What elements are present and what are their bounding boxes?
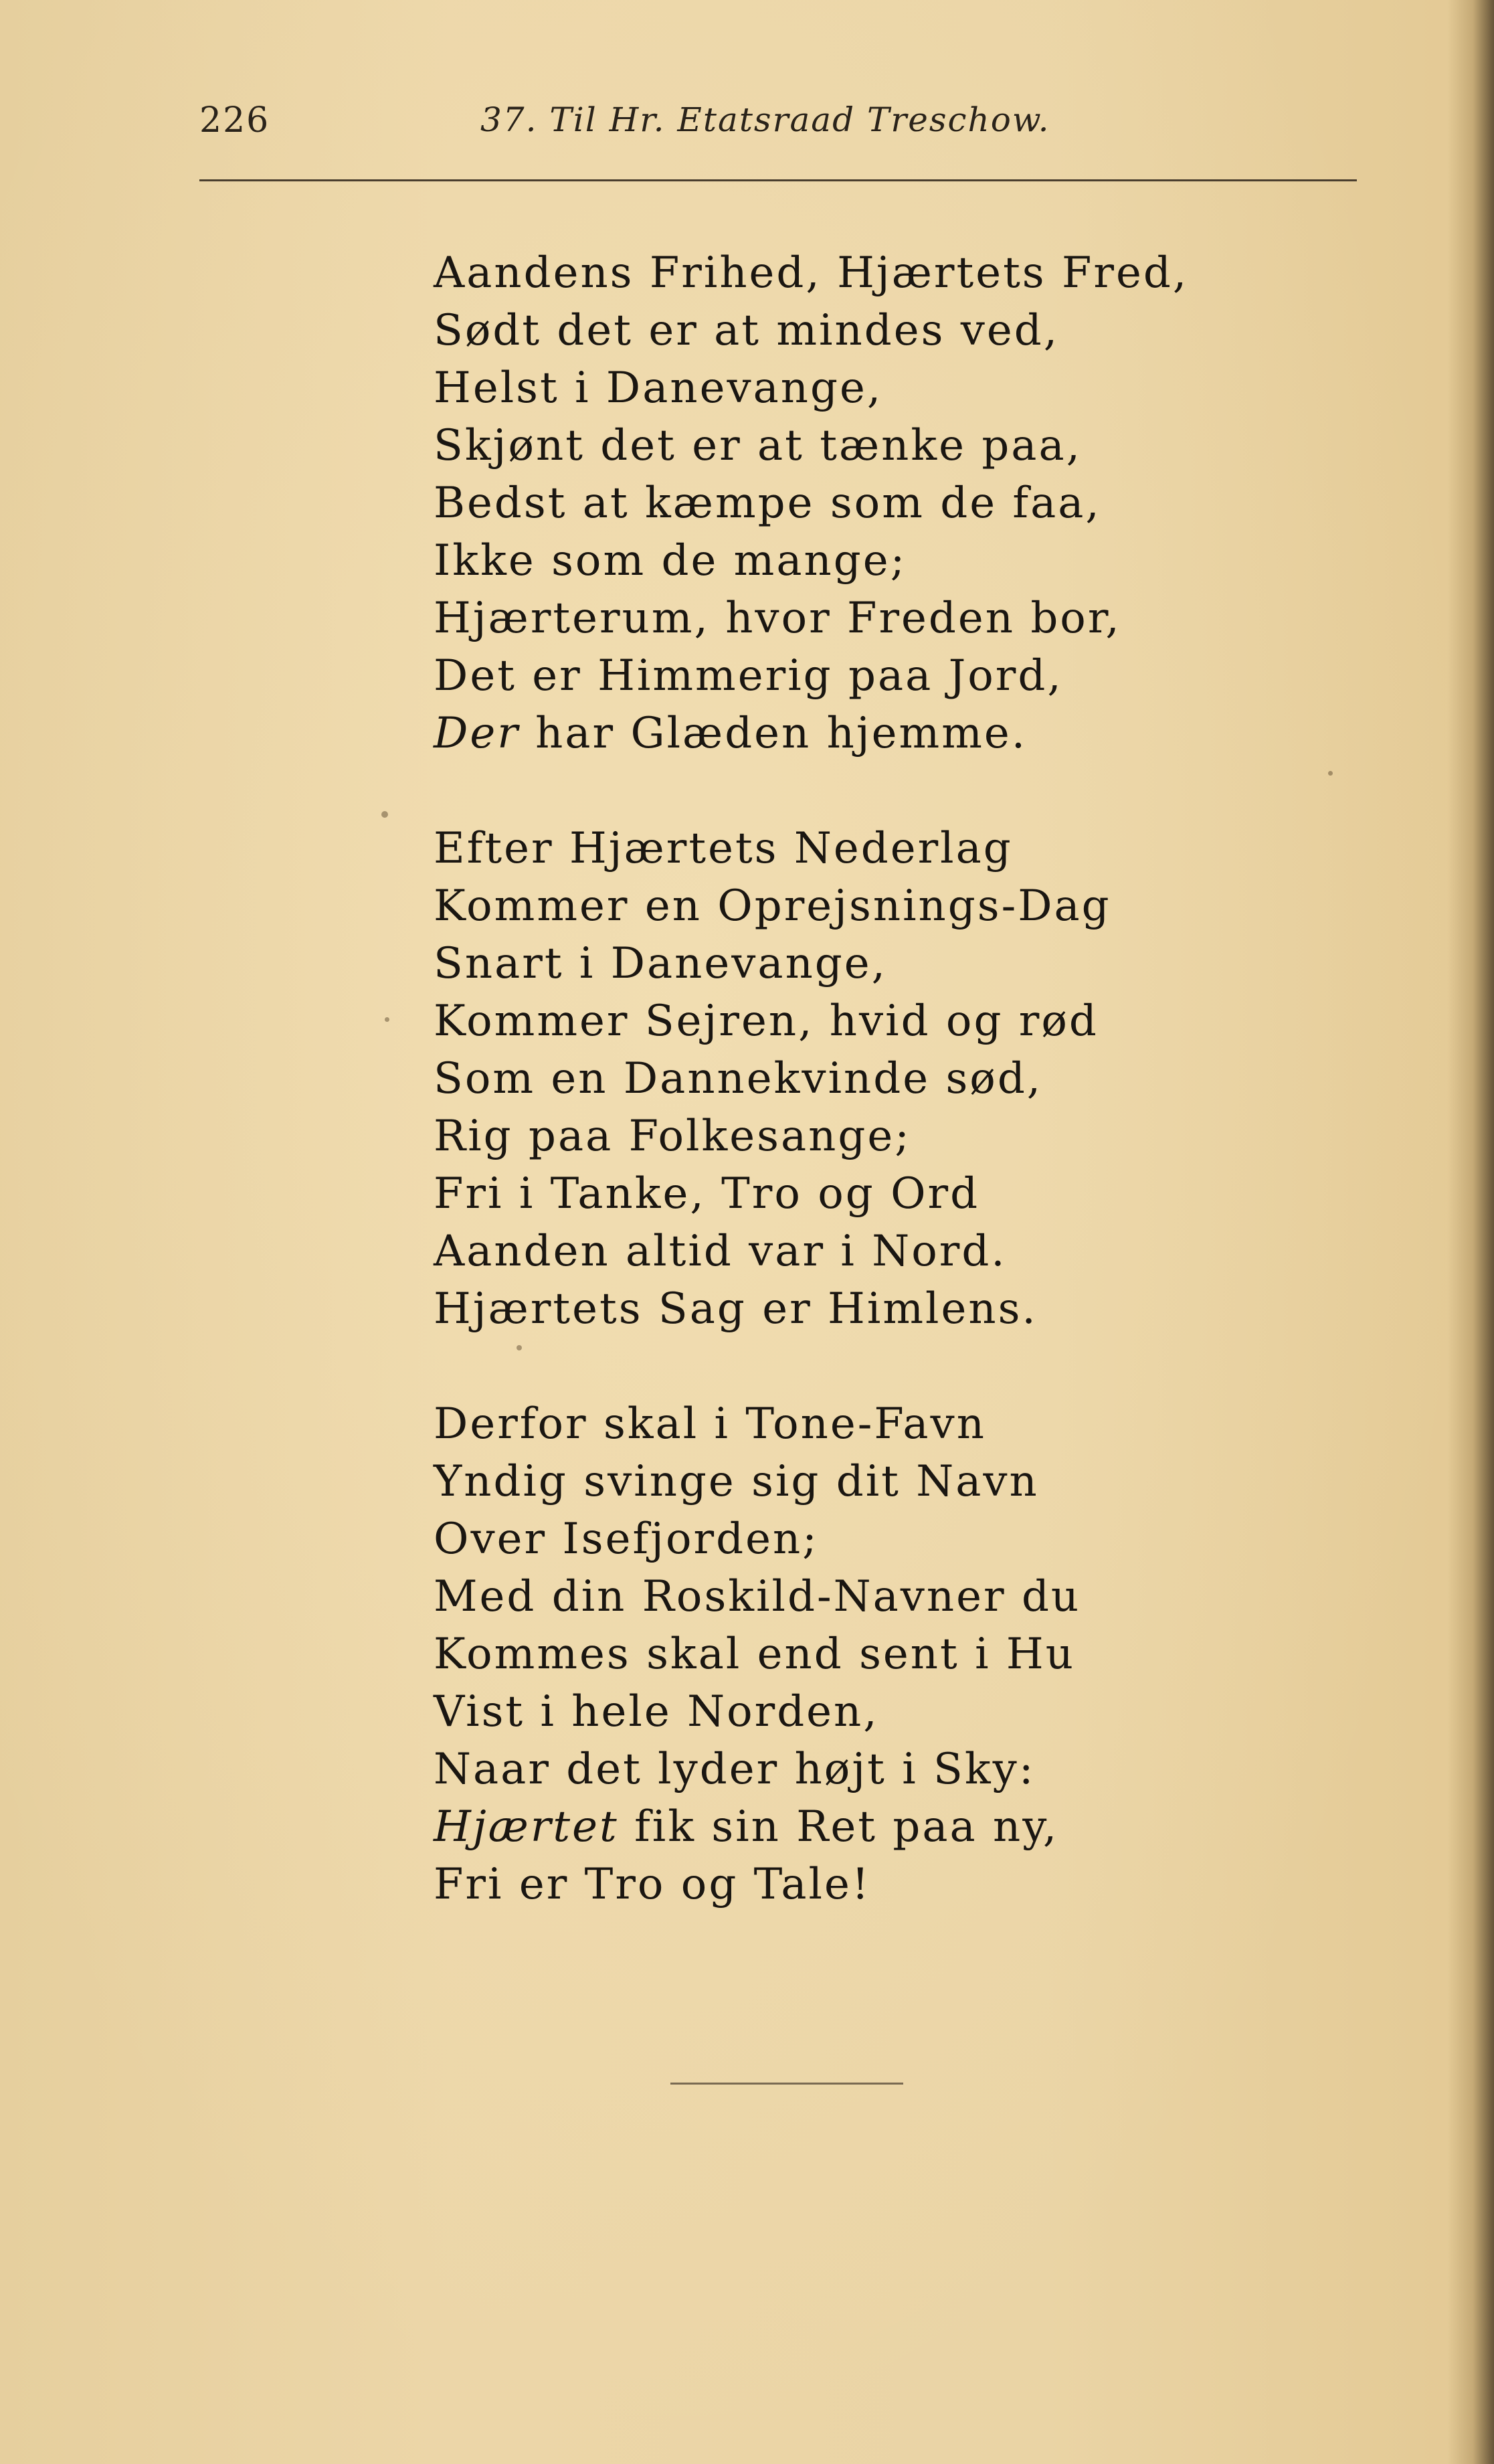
verse-line: Vist i hele Norden,	[434, 1687, 879, 1737]
stanza	[434, 244, 1303, 762]
verse-line: Bedst at kæmpe som de faa,	[434, 478, 1101, 528]
verse-line: Kommes skal end sent i Hu	[434, 1630, 1075, 1679]
paper-speck	[1328, 771, 1333, 776]
italic-word: Der	[434, 709, 520, 758]
verse-text: har Glæden hjemme.	[519, 709, 1028, 758]
verse-line: Sødt det er at mindes ved,	[434, 306, 1060, 355]
page-edge-shadow	[1447, 0, 1494, 2464]
verse-line: Skjønt det er at tænke paa,	[434, 421, 1082, 470]
verse-line	[434, 705, 1303, 762]
verse-text: fik sin Ret paa ny,	[618, 1802, 1059, 1852]
end-rule	[670, 2083, 903, 2085]
verse-line: Hjærterum, hvor Freden bor,	[434, 594, 1121, 643]
verse-line: Fri er Tro og Tale!	[434, 1860, 871, 1909]
italic-word: Hjærtet	[434, 1802, 619, 1852]
verse-line: Hjærtets Sag er Himlens.	[434, 1284, 1038, 1334]
page-number: 226	[199, 100, 270, 141]
verse-line: Yndig svinge sig dit Navn	[434, 1457, 1039, 1506]
verse-line: Som en Dannekvinde sød,	[434, 1054, 1043, 1104]
paper-speck	[381, 811, 388, 818]
stanza	[434, 1395, 1303, 1913]
verse-line: Naar det lyder højt i Sky:	[434, 1745, 1036, 1794]
verse-line: Det er Himmerig paa Jord,	[434, 651, 1063, 701]
paper-speck	[385, 1017, 389, 1022]
verse-line: Kommer Sejren, hvid og rød	[434, 996, 1099, 1046]
verse-line	[434, 1798, 1303, 1856]
verse-line: Helst i Danevange,	[434, 363, 883, 413]
verse-line: Aanden altid var i Nord.	[434, 1227, 1007, 1276]
running-title: 37. Til Hr. Etatsraad Treschow.	[480, 100, 1050, 139]
verse-line: Snart i Danevange,	[434, 939, 887, 988]
verse-line: Over Isefjorden;	[434, 1514, 819, 1564]
stanza	[434, 820, 1303, 1338]
verse-line: Ikke som de mange;	[434, 536, 907, 586]
verse-line: Fri i Tanke, Tro og Ord	[434, 1169, 980, 1219]
paper-speck	[517, 1345, 522, 1350]
verse-line: Efter Hjærtets Nederlag	[434, 824, 1013, 873]
header-rule	[199, 179, 1357, 181]
poem	[434, 244, 1303, 1971]
verse-line: Derfor skal i Tone-Favn	[434, 1399, 986, 1449]
verse-line: Aandens Frihed, Hjærtets Fred,	[434, 248, 1189, 298]
verse-line: Med din Roskild-Navner du	[434, 1572, 1081, 1621]
verse-line: Rig paa Folkesange;	[434, 1112, 911, 1161]
page-header	[199, 100, 1357, 161]
verse-line: Kommer en Oprejsnings-Dag	[434, 881, 1111, 931]
